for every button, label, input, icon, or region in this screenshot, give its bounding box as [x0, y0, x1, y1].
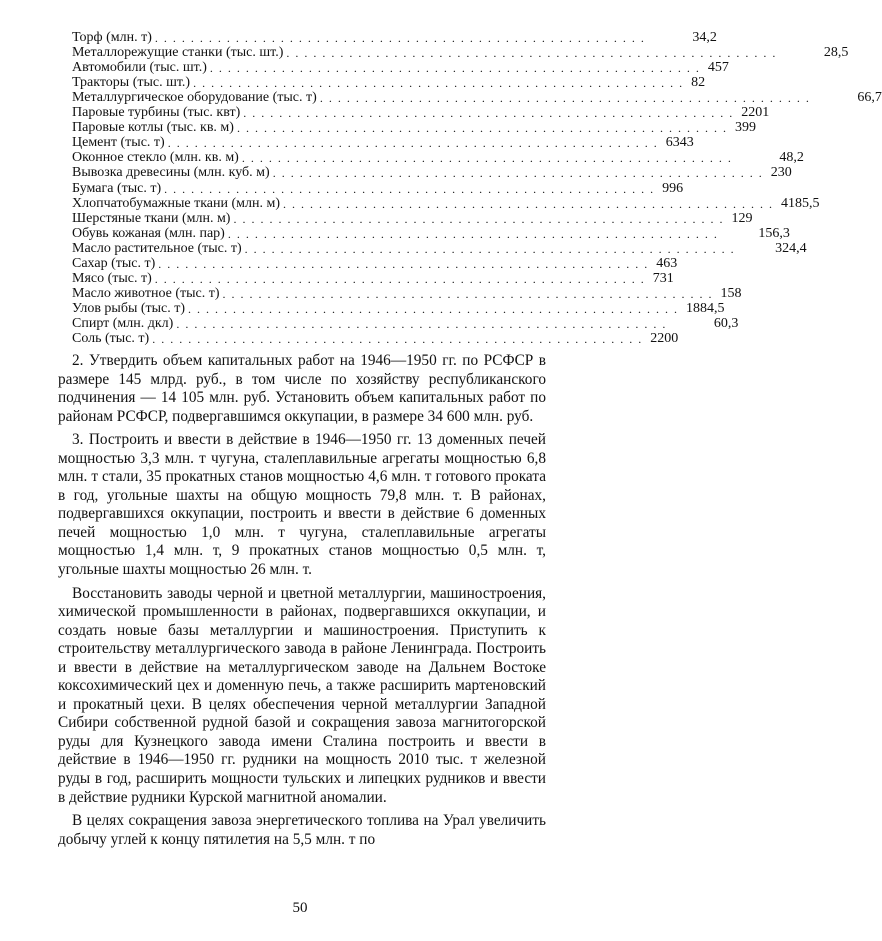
row-value: 2200 [650, 330, 679, 346]
table-row [72, 60, 729, 76]
row-label: Торф (млн. т) [72, 30, 152, 46]
paragraph-fuel: В целях сокращения завоза энергетического топлива на Урал увеличить добычу углей к концу пятилетия на 5,5 млн. т по [58, 812, 546, 848]
table-row [72, 270, 674, 286]
paragraph-2: 2. Утвердить объем капитальных работ на 1946—1950 гг. по РСФСР в размере 145 млрд. руб., в том числе по хозяйству республиканского подчинения — 14 105 млн. руб. Установить объем капитальных работ по районам РСФСР, подвергавшимся оккупации, в размере 34 600 млн. руб. [58, 352, 546, 425]
table-row [72, 30, 717, 46]
row-value: 82 [691, 75, 706, 91]
row-value: 463 [656, 255, 678, 271]
dot-leaders: ....................................................... [286, 46, 782, 61]
row-value: 457 [707, 60, 729, 76]
row-value: 34,2 [692, 30, 717, 46]
row-label: Обувь кожаная (млн. пар) [72, 225, 225, 241]
dot-leaders: ....................................................... [243, 106, 739, 121]
row-label: Улов рыбы (тыс. т) [72, 300, 186, 316]
dot-leaders: ....................................................... [176, 316, 672, 331]
dot-leaders: ....................................................... [188, 301, 684, 316]
table-row [72, 315, 739, 331]
row-value: 28,5 [823, 45, 849, 61]
table-row [72, 165, 792, 181]
table-row [72, 180, 684, 196]
row-label: Масло растительное (тыс. т) [72, 240, 242, 256]
row-label: Масло животное (тыс. т) [72, 285, 220, 301]
row-value: 158 [720, 285, 742, 301]
dot-leaders: ....................................................... [158, 256, 654, 271]
table-row [72, 150, 804, 166]
row-value: 1884,5 [686, 300, 725, 316]
row-label: Сахар (тыс. т) [72, 255, 156, 271]
row-label: Тракторы (тыс. шт.) [72, 75, 191, 91]
dot-leaders: ....................................................... [227, 226, 723, 241]
dot-leaders: ....................................................... [193, 76, 689, 91]
table-row [72, 225, 790, 241]
table-row [72, 285, 742, 301]
dot-leaders: ....................................................... [167, 136, 663, 151]
dot-leaders: ....................................................... [241, 151, 737, 166]
dot-leaders: ....................................................... [154, 271, 650, 286]
dot-leaders: ....................................................... [222, 286, 718, 301]
table-row [72, 45, 849, 61]
table-row [72, 210, 753, 226]
row-value: 66,7 [857, 90, 882, 106]
row-label: Паровые котлы (тыс. кв. м) [72, 120, 234, 136]
row-value: 399 [734, 120, 756, 136]
row-label: Мясо (тыс. т) [72, 270, 152, 286]
table-row [72, 300, 725, 316]
table-row [72, 135, 694, 151]
table-row [72, 195, 820, 211]
dot-leaders: ....................................................... [236, 121, 732, 136]
dot-leaders: ....................................................... [152, 331, 648, 346]
row-value: 4185,5 [781, 195, 820, 211]
row-label: Оконное стекло (млн. кв. м) [72, 150, 239, 166]
row-label: Бумага (тыс. т) [72, 180, 162, 196]
row-label: Паровые турбины (тыс. квт) [72, 105, 241, 121]
dot-leaders: ....................................................... [233, 211, 729, 226]
table-row [72, 120, 756, 136]
dot-leaders: ....................................................... [319, 91, 815, 106]
table-row [72, 255, 678, 271]
production-table [72, 30, 882, 346]
dot-leaders: ....................................................... [244, 241, 740, 256]
table-row [72, 90, 882, 106]
row-label: Соль (тыс. т) [72, 330, 150, 346]
row-label: Хлопчатобумажные ткани (млн. м) [72, 195, 281, 211]
dot-leaders: ....................................................... [272, 166, 768, 181]
row-value: 230 [770, 165, 792, 181]
row-label: Цемент (тыс. т) [72, 135, 165, 151]
row-value: 2201 [741, 105, 770, 121]
dot-leaders: ....................................................... [164, 181, 660, 196]
row-value: 156,3 [758, 225, 790, 241]
row-value: 324,4 [775, 240, 807, 256]
row-value: 731 [652, 270, 674, 286]
row-label: Металлургическое оборудование (тыс. т) [72, 90, 317, 106]
row-value: 129 [731, 210, 753, 226]
row-value: 996 [662, 180, 684, 196]
row-label: Металлорежущие станки (тыс. шт.) [72, 45, 284, 61]
row-value: 6343 [665, 135, 694, 151]
row-label: Спирт (млн. дкл) [72, 315, 174, 331]
row-label: Автомобили (тыс. шт.) [72, 60, 207, 76]
dot-leaders: ....................................................... [209, 61, 705, 76]
paragraph-restore: Восстановить заводы черной и цветной металлургии, машиностроения, химической промышленности в районах, подвергавшихся оккупации, и создать новые базы металлургии и машиностроения. Приступить к строительству металлургического завода в районе Ленинграда. Построить и ввести в действие на металлургическом заводе на Дальнем Востоке коксохимический цех и доменную печь, а также расширить мартеновский и прокатный цехи. В целях обеспечения черной металлургии Западной Сибири собственной рудной базой и сокращения завоза магнитогорской руды для Кузнецкого завода имени Сталина построить и ввести в действие в 1946—1950 гг. рудники на мощность 2010 тыс. т железной руды в год, расширить мощности тульских и липецких рудников и ввести в действие рудники Курской магнитной аномалии. [58, 584, 546, 806]
row-label: Вывозка древесины (млн. куб. м) [72, 165, 270, 181]
table-row [72, 105, 770, 121]
dot-leaders: ....................................................... [154, 31, 650, 46]
table-row [72, 75, 706, 91]
row-value: 48,2 [779, 150, 804, 166]
page-number: 50 [292, 900, 308, 916]
table-row [72, 330, 679, 346]
row-value: 60,3 [713, 315, 739, 331]
dot-leaders: ....................................................... [283, 196, 779, 211]
paragraph-3: 3. Построить и ввести в действие в 1946—1950 гг. 13 доменных печей мощностью 3,3 млн. т чугуна, сталеплавильные агрегаты мощностью 6,8 млн. т стали, 35 прокатных станов мощностью 4,6 млн. т готового проката в год, угольные шахты на общую мощность 79,8 млн. т. В районах, подвергавшихся оккупации, построить и ввести в действие 6 доменных печей мощностью 1,0 млн. т чугуна, сталеплавильные агрегаты мощностью 1,4 млн. т, 9 прокатных станов мощностью 0,5 млн. т, угольные шахты мощностью 26 млн. т. [58, 431, 546, 579]
row-label: Шерстяные ткани (млн. м) [72, 210, 231, 226]
table-row [72, 240, 807, 256]
body-text [58, 352, 546, 854]
